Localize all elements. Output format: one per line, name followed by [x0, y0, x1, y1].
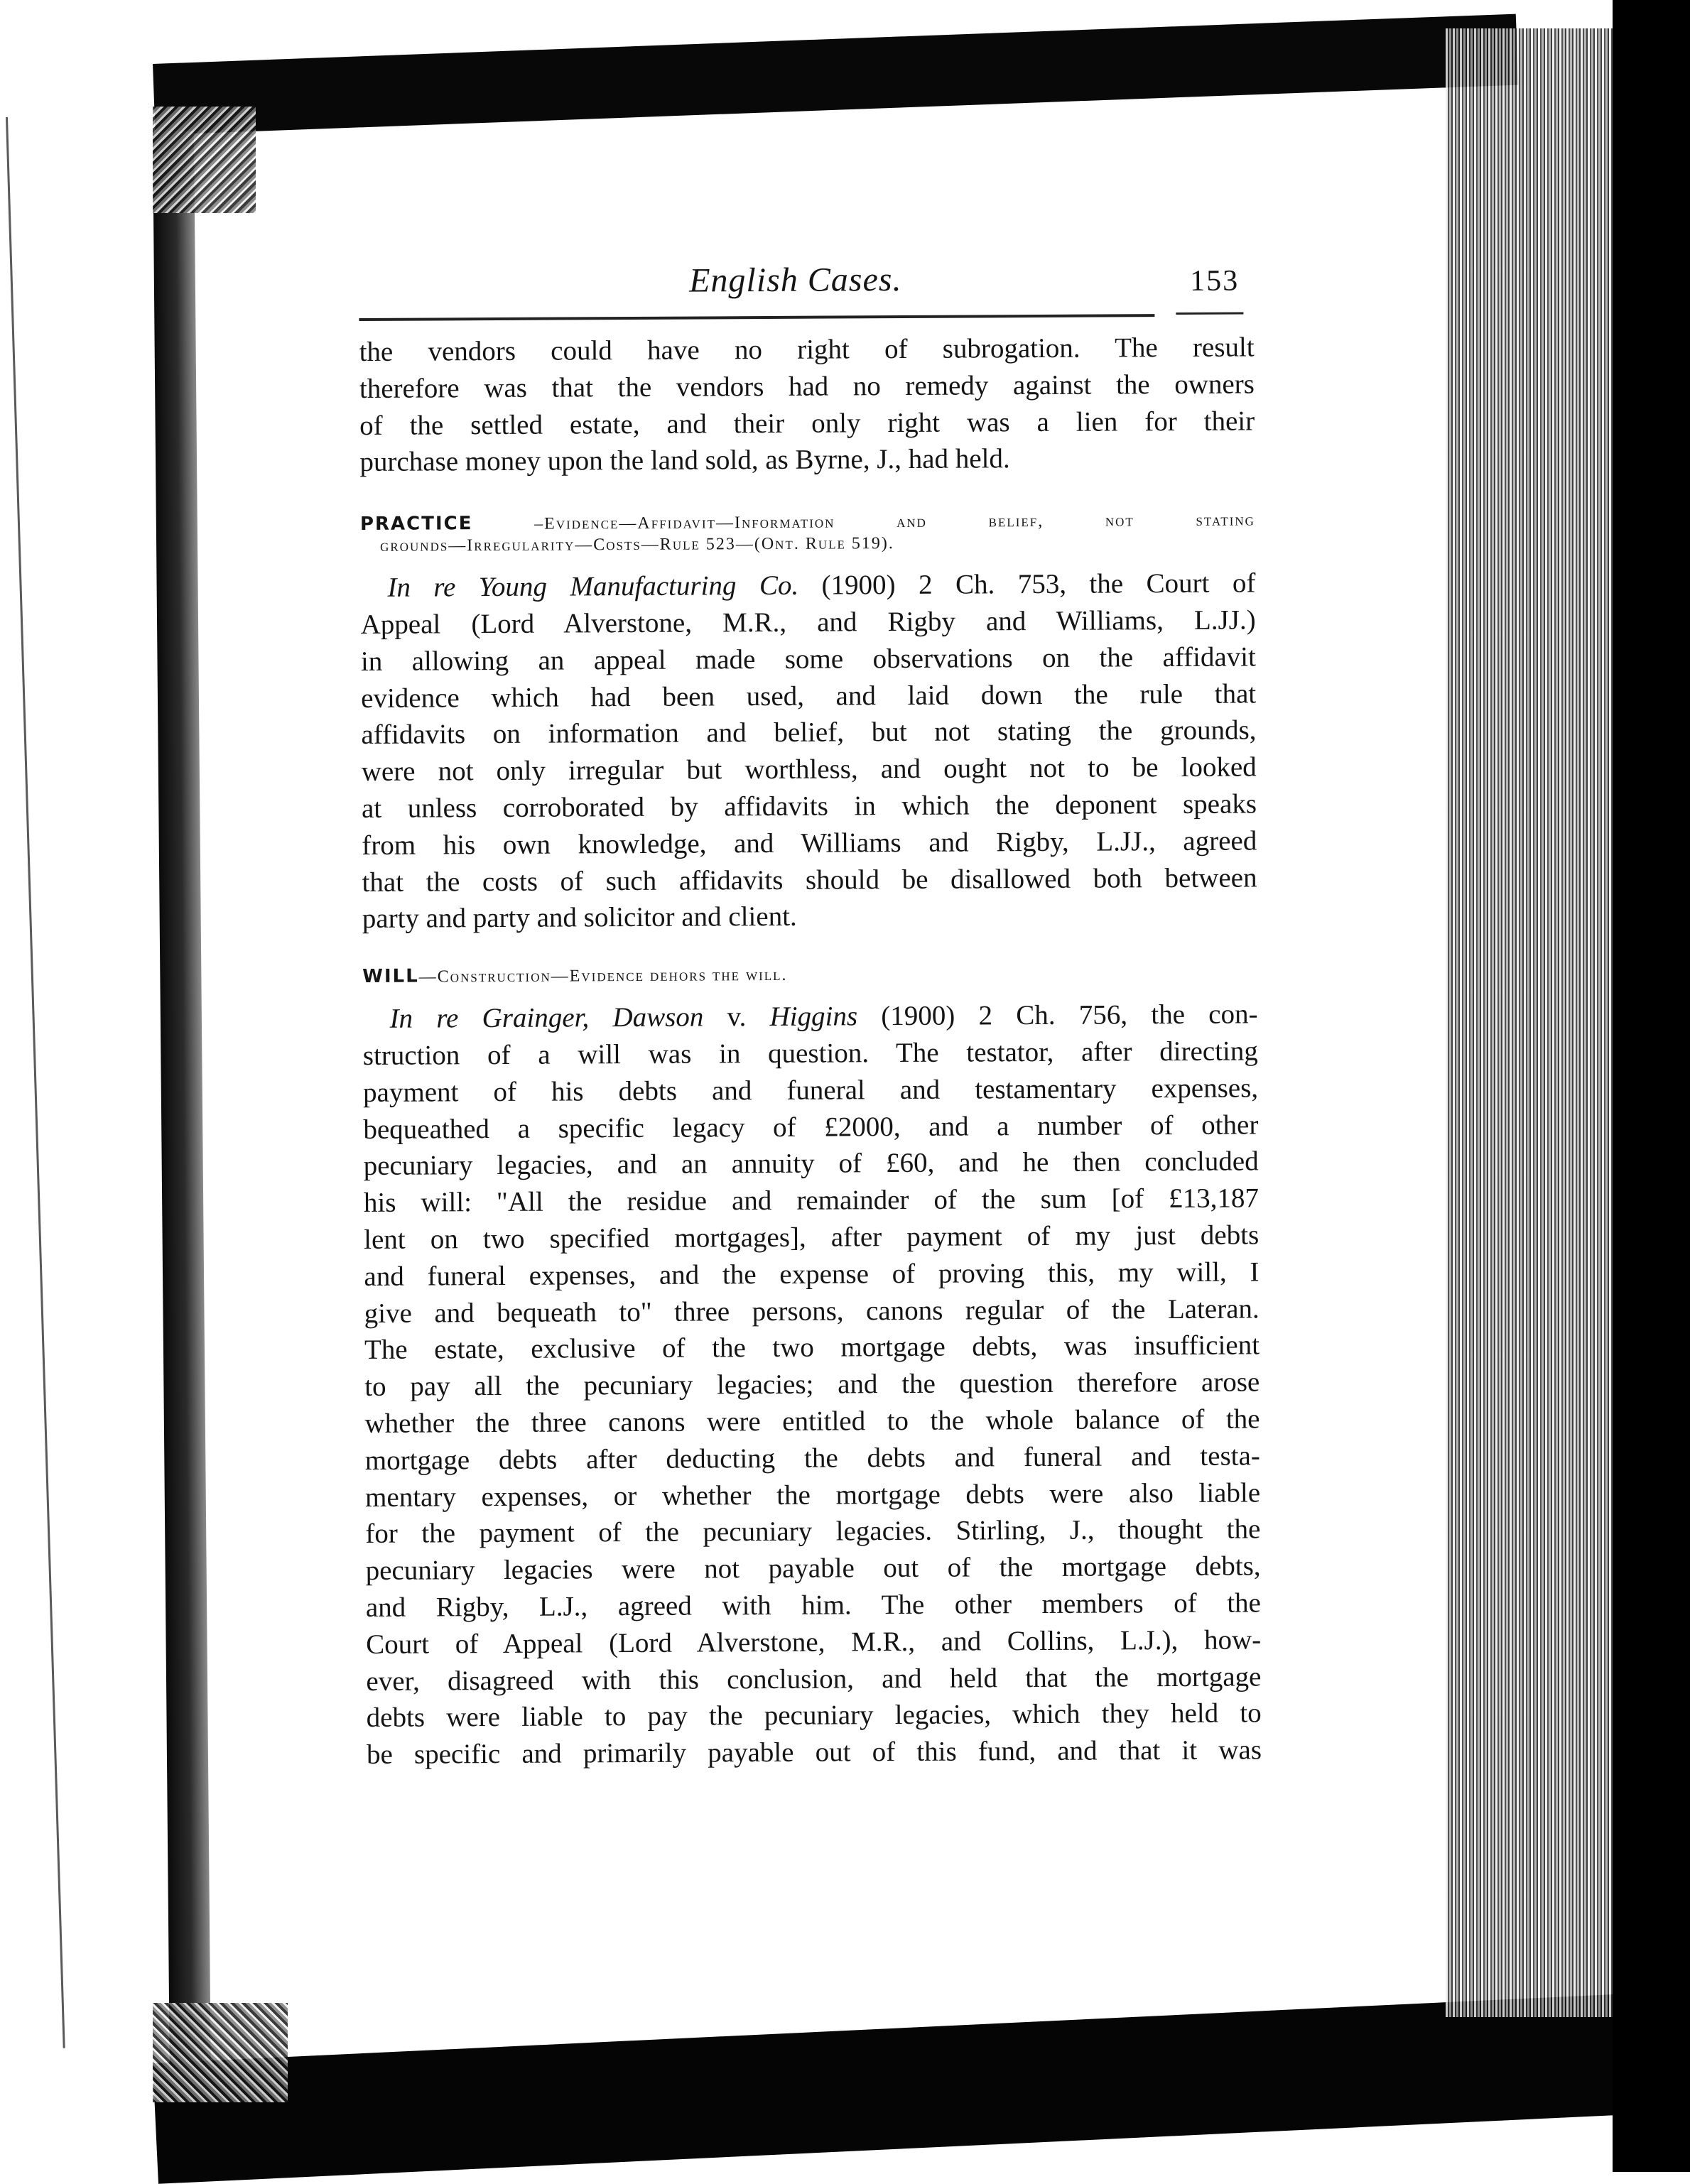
text-line: evidence which had been used, and laid down the rule that	[361, 678, 1257, 714]
heading-keyword: PRACTICE	[359, 513, 473, 536]
text-line: his will: "All the residue and remainder of the sum [of £13,187	[363, 1183, 1260, 1219]
text-line: whether the three canons were entitled to the whole balance of the	[364, 1403, 1260, 1439]
text-line: mortgage debts after deducting the debts and funeral and testa-	[364, 1440, 1260, 1476]
text-line: at unless corroborated by affidavits in which the deponent speaks	[361, 788, 1257, 824]
header-rule	[359, 314, 1154, 321]
intro-paragraph	[359, 329, 1255, 481]
scan-bottom-border	[153, 1991, 1690, 2184]
heading-keyword: WILL	[362, 965, 419, 988]
heading-subject: —Construction—Evidence dehors the will.	[418, 966, 788, 987]
text-line: affidavits on information and belief, but not stating the grounds,	[361, 715, 1257, 751]
text-line: struction of a will was in question. The testator, after directing	[362, 1036, 1258, 1071]
text-line: ever, disagreed with this conclusion, and held that the mortgage	[366, 1661, 1262, 1697]
text-line: debts were liable to pay the pecuniary legacies, which they held to	[366, 1697, 1262, 1734]
text-line	[360, 565, 1255, 607]
case-citation: In re Grainger, Dawson	[389, 1001, 704, 1034]
text-line: be specific and primarily payable out of this fund, and that it was	[366, 1734, 1262, 1771]
text-line	[362, 996, 1257, 1038]
heading-subject: grounds—Irregularity—Costs—Rule 523—(Ont. Rule 519).	[380, 534, 894, 556]
scan-corner-top-left	[153, 107, 256, 213]
book-spine-left	[153, 131, 211, 2112]
scan-corner-bottom-left	[153, 2003, 288, 2102]
text-line: of the settled estate, and their only right was a lien for their	[359, 405, 1255, 441]
heading-subject: –Evidence—Affidavit—Information and belief, not stating	[472, 511, 1255, 534]
running-title: English Cases.	[688, 260, 902, 300]
running-head	[359, 258, 1254, 327]
book-page	[359, 258, 1262, 1773]
text-line: payment of his debts and funeral and testamentary expenses,	[363, 1072, 1259, 1108]
text-line: give and bequeath to" three persons, canons regular of the Lateran.	[364, 1293, 1260, 1329]
case-citation: In re Young Manufacturing Co.	[387, 570, 799, 603]
citation-text: (1900) 2 Ch. 753, the Court of	[798, 567, 1256, 601]
scan-right-border	[1613, 0, 1690, 2172]
text-line: were not only irregular but worthless, and ought not to be looked	[361, 751, 1257, 788]
book-page-edges-right	[1446, 28, 1616, 2017]
text-line: purchase money upon the land sold, as Byrne, J., had held.	[359, 443, 1010, 478]
text-line: Court of Appeal (Lord Alverstone, M.R., and Collins, L.J.), how-	[366, 1624, 1262, 1660]
case-paragraph-young-manufacturing	[360, 565, 1257, 938]
text-line: that the costs of such affidavits should be disallowed both between	[362, 862, 1257, 898]
versus-text: v.	[703, 1001, 770, 1033]
text-line: Appeal (Lord Alverstone, M.R., and Rigby and Williams, L.JJ.)	[360, 604, 1256, 640]
text-line: party and party and solicitor and client.	[362, 901, 797, 935]
text-line: to pay all the pecuniary legacies; and the question therefore arose	[364, 1367, 1260, 1403]
text-line: pecuniary legacies, and an annuity of £60, and he then concluded	[363, 1146, 1259, 1182]
citation-text: (1900) 2 Ch. 756, the con-	[857, 999, 1258, 1032]
text-line: pecuniary legacies were not payable out of the mortgage debts,	[365, 1550, 1261, 1587]
case-citation: Higgins	[769, 1001, 858, 1033]
text-line: therefore was that the vendors had no remedy against the owners	[359, 369, 1255, 404]
page-left-edge	[6, 117, 65, 2048]
scan-top-border	[153, 14, 1518, 135]
text-line: The estate, exclusive of the two mortgage debts, was insufficient	[364, 1330, 1260, 1366]
header-rule-short	[1176, 312, 1243, 314]
page-number: 153	[1190, 264, 1240, 298]
text-line: the vendors could have no right of subrogation. The result	[359, 332, 1255, 367]
text-line: from his own knowledge, and Williams and Rigby, L.JJ., agreed	[362, 825, 1257, 861]
text-line: mentary expenses, or whether the mortgage debts were also liable	[364, 1477, 1261, 1513]
text-line: bequeathed a specific legacy of £2000, and a number of other	[363, 1109, 1259, 1145]
text-line: and Rigby, L.J., agreed with him. The other members of the	[365, 1587, 1262, 1623]
text-line: lent on two specified mortgages], after payment of my just debts	[364, 1219, 1260, 1255]
case-paragraph-grainger	[362, 996, 1262, 1773]
section-heading-practice	[360, 509, 1255, 558]
text-line: in allowing an appeal made some observations on the affidavit	[360, 641, 1257, 677]
text-line: and funeral expenses, and the expense of proving this, my will, I	[364, 1256, 1260, 1292]
text-line: for the payment of the pecuniary legacies. Stirling, J., thought the	[365, 1514, 1261, 1550]
